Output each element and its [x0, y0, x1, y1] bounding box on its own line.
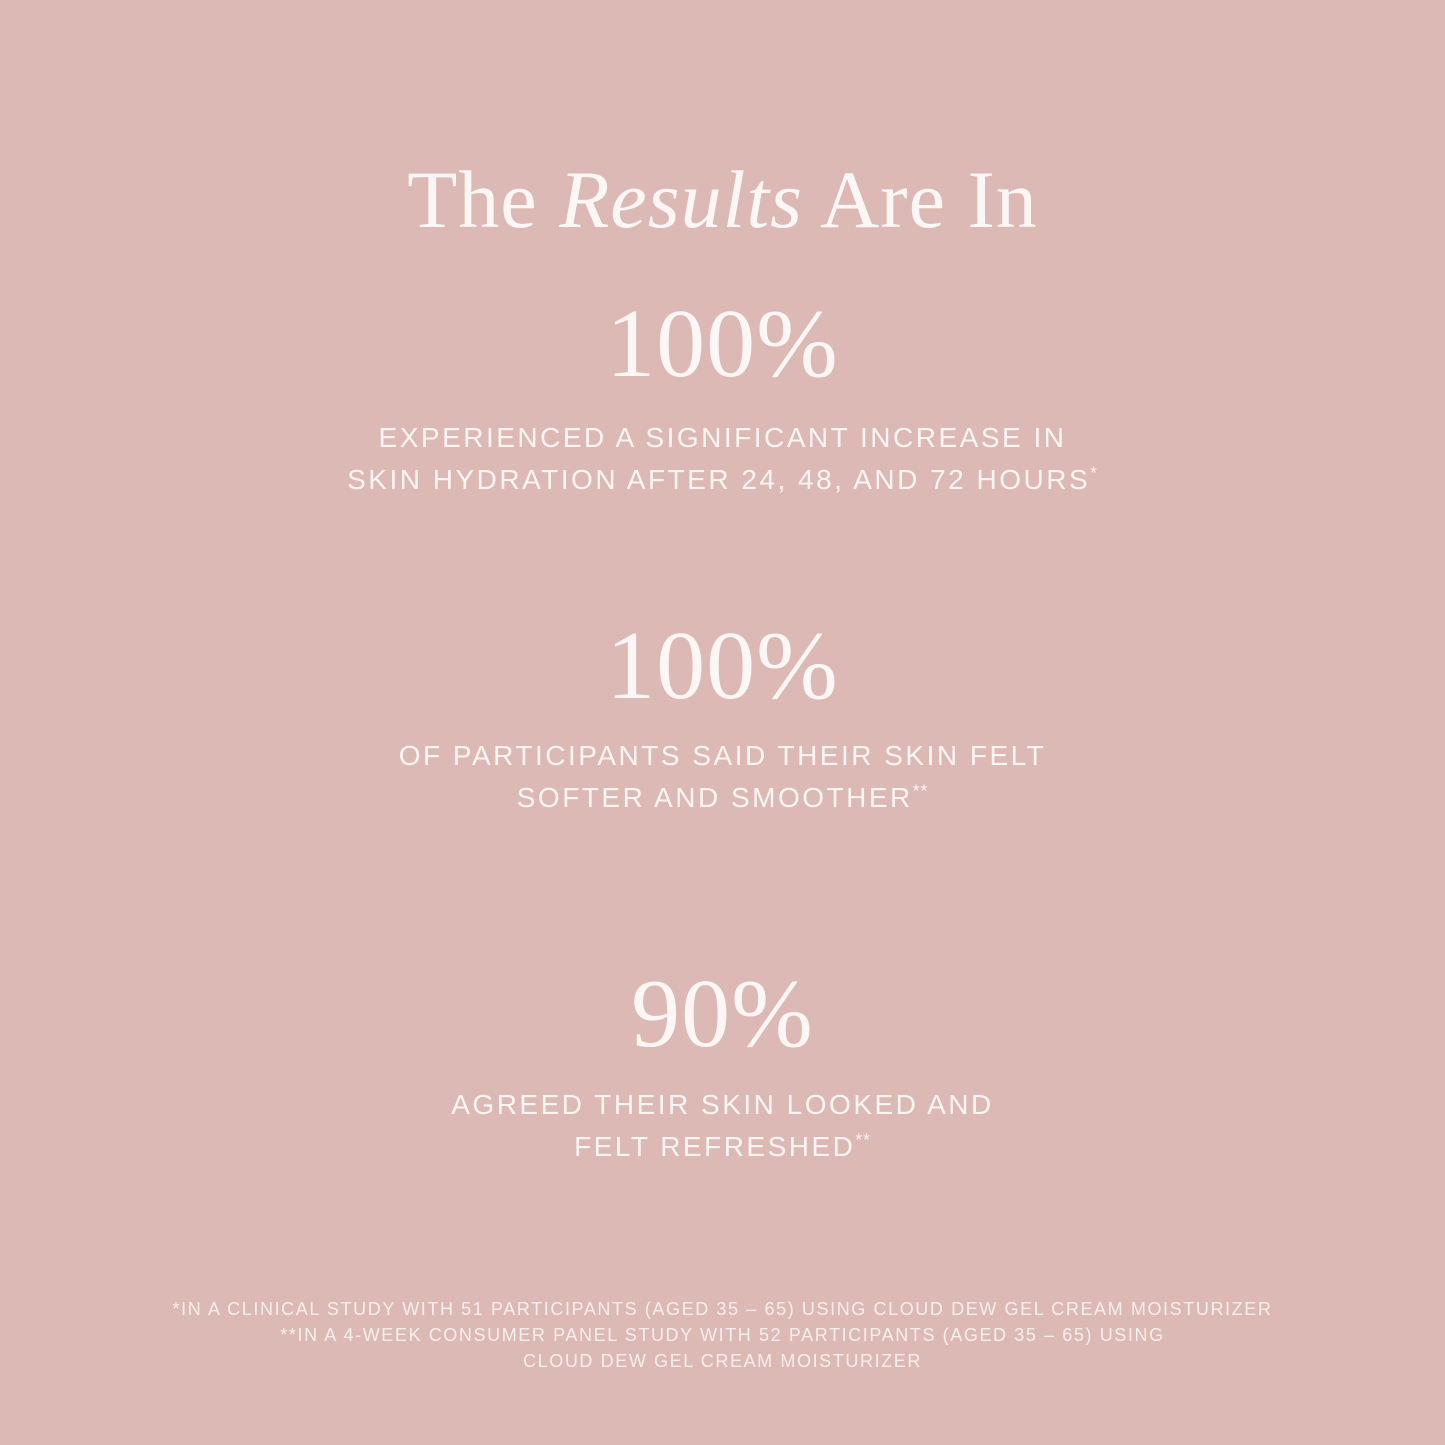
- stat-2-desc-line1: OF PARTICIPANTS SAID THEIR SKIN FELT: [398, 740, 1047, 771]
- stat-1-desc-line1: EXPERIENCED A SIGNIFICANT INCREASE IN: [378, 422, 1067, 453]
- page-title: [0, 155, 1445, 245]
- stat-3-value: 90%: [631, 960, 814, 1068]
- stat-2-value: 100%: [606, 612, 839, 720]
- stat-2-footnote-marker: **: [912, 780, 929, 801]
- footnote-line-2: **IN A 4-WEEK CONSUMER PANEL STUDY WITH 52 PARTICIPANTS (AGED 35 – 65) USING: [280, 1325, 1165, 1346]
- stat-2-desc-line2: SOFTER AND SMOOTHER: [516, 782, 913, 813]
- footnote-line-1: *IN A CLINICAL STUDY WITH 51 PARTICIPANTS (AGED 35 – 65) USING CLOUD DEW GEL CREAM MOISTURIZER: [172, 1299, 1273, 1319]
- footnotes: [0, 1296, 1445, 1374]
- page-title-emphasis: Results: [559, 153, 804, 245]
- stat-1-footnote-marker: *: [1090, 462, 1098, 483]
- stat-3-desc-line1: AGREED THEIR SKIN LOOKED AND: [451, 1089, 994, 1120]
- stat-2-description: [0, 735, 1445, 819]
- stat-1-value: 100%: [606, 290, 839, 398]
- stat-1-desc-line2: SKIN HYDRATION AFTER 24, 48, AND 72 HOURS: [347, 464, 1091, 495]
- footnote-line-3: CLOUD DEW GEL CREAM MOISTURIZER: [523, 1351, 922, 1372]
- page-title-suffix: Are In: [803, 153, 1038, 245]
- stat-3-desc-line2: FELT REFRESHED: [574, 1131, 856, 1162]
- page-title-prefix: The: [407, 153, 560, 245]
- stat-1-description: [0, 417, 1445, 501]
- stat-3-description: [0, 1084, 1445, 1168]
- stat-3-footnote-marker: **: [855, 1129, 871, 1150]
